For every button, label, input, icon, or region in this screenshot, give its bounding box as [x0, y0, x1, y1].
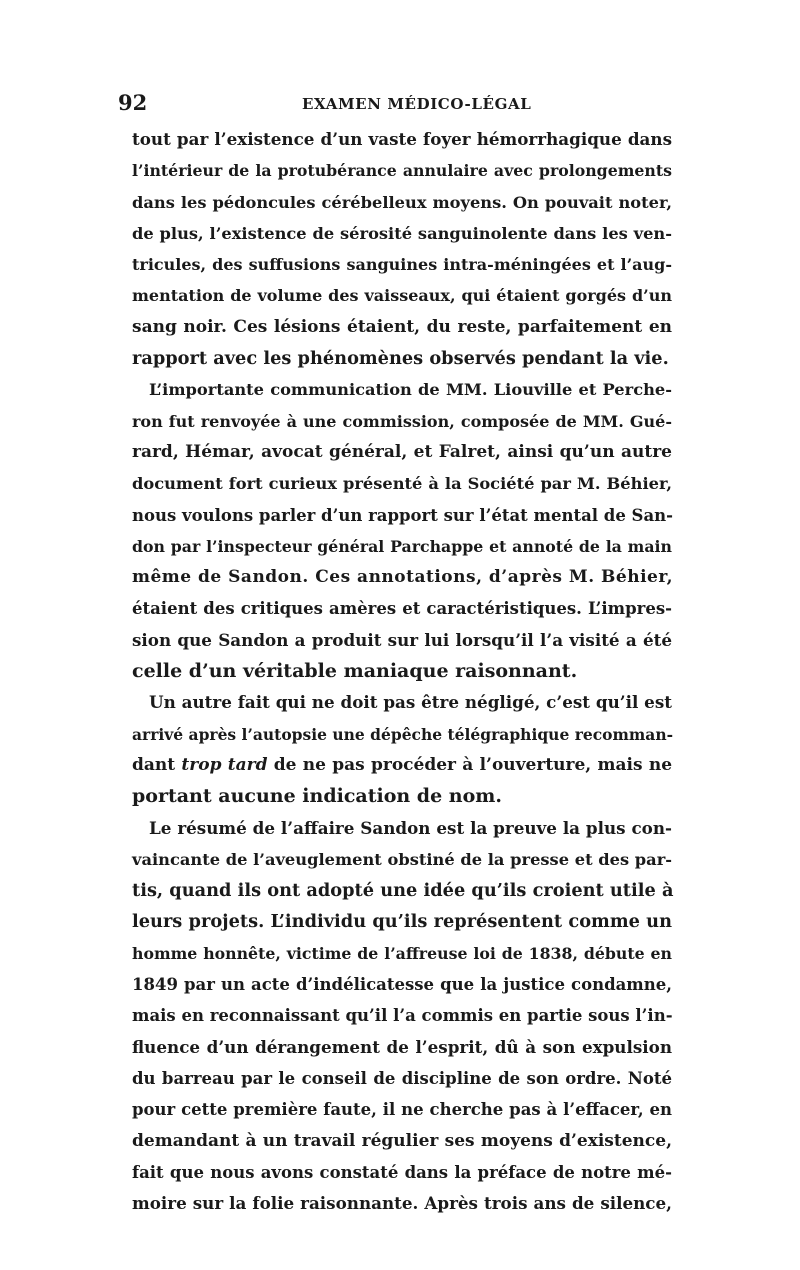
text-line: Un autre fait qui ne doit pas être négligé, c’est qu’il est: [149, 692, 672, 713]
text-line: du barreau par le conseil de discipline de son ordre. Noté: [132, 1068, 672, 1088]
text-line: tis, quand ils ont adopté une idée qu’ils croient utile à: [132, 880, 674, 902]
text-line: fait que nous avons constaté dans la préface de notre mé-: [132, 1162, 672, 1182]
page-number: 92: [118, 90, 148, 115]
italic-phrase: trop tard: [181, 754, 268, 775]
text-line: de plus, l’existence de sérosité sanguinolente dans les ven-: [132, 223, 672, 243]
text-line: tricules, des suffusions sanguines intra-méningées et l’aug-: [132, 255, 672, 275]
text-line: même de Sandon. Ces annotations, d’après M. Béhier,: [132, 567, 673, 588]
text-segment: dant: [132, 754, 176, 775]
text-line: dans les pédoncules cérébelleux moyens. On pouvait noter,: [132, 192, 672, 212]
text-line: homme honnête, victime de l’affreuse loi de 1838, débute en: [132, 943, 672, 963]
text-line: ron fut renvoyée à une commission, composée de MM. Gué-: [132, 411, 672, 431]
text-line: l’intérieur de la protubérance annulaire avec prolongements: [132, 161, 672, 181]
text-line: 1849 par un acte d’indélicatesse que la justice condamne,: [132, 975, 672, 995]
text-line: moire sur la folie raisonnante. Après trois ans de silence,: [132, 1193, 672, 1214]
text-line: portant aucune indication de nom.: [132, 785, 502, 808]
text-line: rard, Hémar, avocat général, et Falret, ainsi qu’un autre: [132, 441, 672, 462]
text-line: Le résumé de l’affaire Sandon est la preuve la plus con-: [149, 817, 672, 838]
text-line: demandant à un travail régulier ses moyens d’existence,: [132, 1130, 672, 1151]
text-line: étaient des critiques amères et caractéristiques. L’impres-: [132, 599, 672, 619]
text-line: mais en reconnaissant qu’il l’a commis en partie sous l’in-: [132, 1006, 673, 1026]
running-title: EXAMEN MÉDICO-LÉGAL: [302, 95, 532, 113]
body-text: [132, 124, 672, 1219]
text-line: [132, 750, 672, 781]
text-line: fluence d’un dérangement de l’esprit, dû à son expulsion: [132, 1036, 672, 1057]
text-line: tout par l’existence d’un vaste foyer hémorrhagique dans: [132, 129, 672, 149]
text-line: L’importante communication de MM. Liouville et Perche-: [149, 380, 672, 400]
text-line: rapport avec les phénomènes observés pendant la vie.: [132, 348, 669, 370]
text-line: document fort curieux présenté à la Société par M. Béhier,: [132, 474, 672, 494]
running-head: [118, 92, 678, 114]
text-line: celle d’un véritable maniaque raisonnant.: [132, 660, 578, 683]
text-line: sion que Sandon a produit sur lui lorsqu’il l’a visité a été: [132, 629, 672, 650]
text-line: arrivé après l’autopsie une dépêche télégraphique recomman-: [132, 724, 674, 744]
text-line: vaincante de l’aveuglement obstiné de la presse et des par-: [132, 849, 672, 869]
text-line: mentation de volume des vaisseaux, qui étaient gorgés d’un: [132, 286, 672, 306]
text-line: don par l’inspecteur général Parchappe et annoté de la main: [132, 536, 672, 556]
text-segment: de ne pas procéder à l’ouverture, mais ne: [273, 754, 673, 775]
text-line: leurs projets. L’individu qu’ils représentent comme un: [132, 911, 672, 933]
text-line: nous voulons parler d’un rapport sur l’état mental de San-: [132, 505, 674, 525]
text-line: pour cette première faute, il ne cherche pas à l’effacer, en: [132, 1100, 672, 1120]
text-line: sang noir. Ces lésions étaient, du reste, parfaitement en: [132, 316, 672, 337]
